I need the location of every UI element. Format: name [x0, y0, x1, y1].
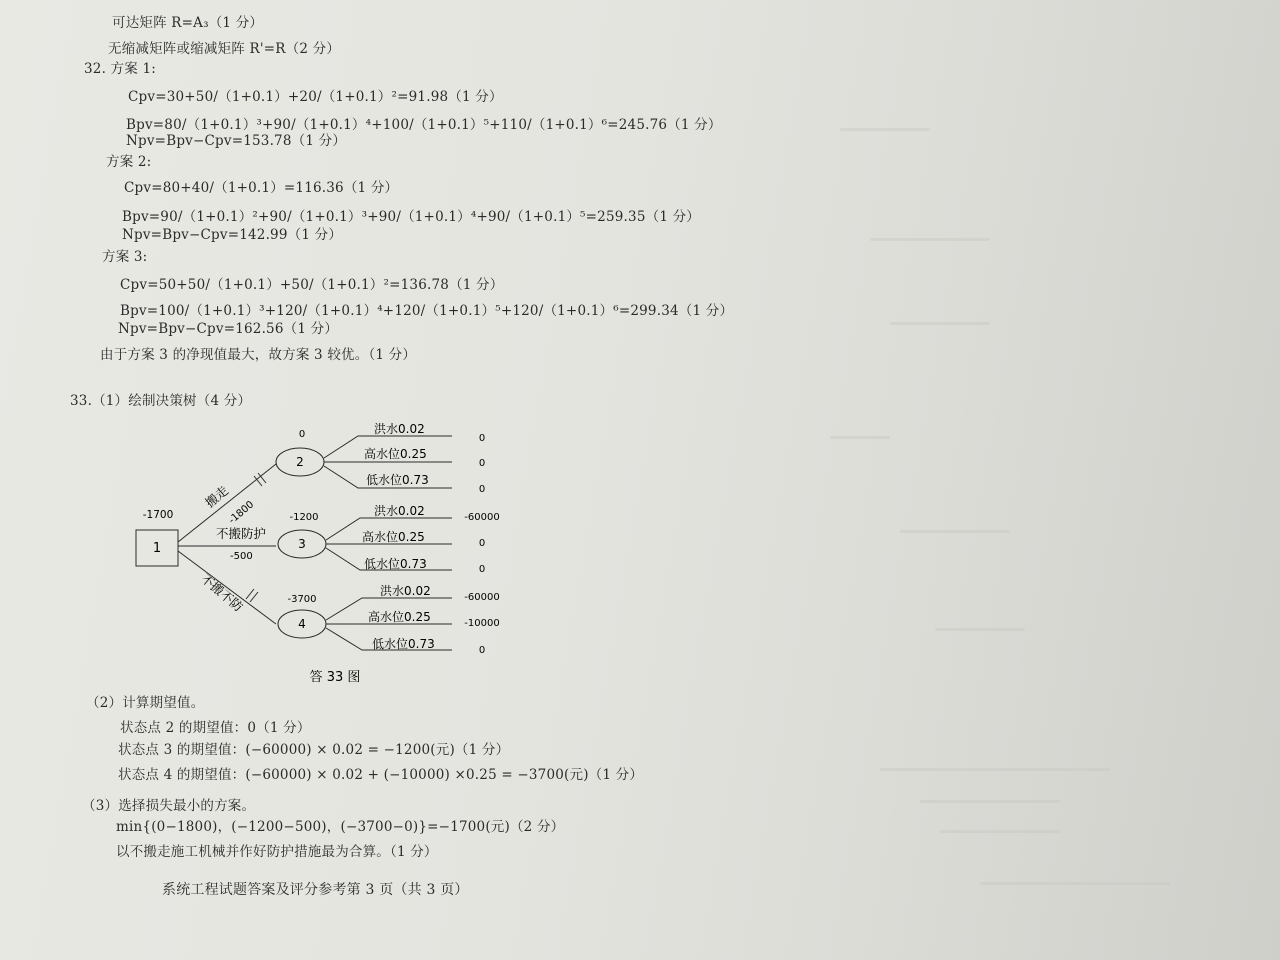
outcome-payoff: -60000	[464, 592, 500, 603]
q32-plan3-cpv: Cpv=50+50/（1+0.1）+50/（1+0.1）²=136.78（1 分）	[120, 277, 504, 293]
outcome-payoff: 0	[478, 484, 486, 495]
bleed-through-mark	[890, 322, 990, 325]
q32-plan1-bpv: Bpv=80/（1+0.1）³+90/（1+0.1）⁴+100/（1+0.1）⁵+110/（1+0.1）⁶=245.76（1 分）	[126, 117, 722, 133]
bleed-through-mark	[830, 436, 890, 439]
bleed-through-mark	[920, 800, 1060, 803]
q32-conclusion: 由于方案 3 的净现值最大，故方案 3 较优。（1 分）	[100, 347, 417, 363]
node-2-label: 2	[296, 455, 304, 469]
q33-part2-line3: 状态点 4 的期望值：(−60000) × 0.02 + (−10000) ×0.25 = −3700(元)（1 分）	[118, 767, 644, 783]
bleed-through-mark	[940, 830, 1060, 833]
q32-heading: 32. 方案 1:	[84, 61, 156, 77]
q33-part2-line1: 状态点 2 的期望值：0（1 分）	[120, 720, 311, 736]
bleed-through-mark	[900, 530, 1010, 533]
node-4-label: 4	[298, 617, 306, 631]
q33-part3-line2: 以不搬走施工机械并作好防护措施最为合算。（1 分）	[116, 844, 438, 860]
node-2-value: 0	[298, 429, 306, 440]
q32-plan2-label: 方案 2:	[106, 154, 152, 170]
outcome-payoff: 0	[478, 564, 486, 575]
q33-part2-line2: 状态点 3 的期望值：(−60000) × 0.02 = −1200(元)（1 分）	[118, 742, 510, 758]
q32-plan2-cpv: Cpv=80+40/（1+0.1）=116.36（1 分）	[124, 180, 399, 196]
q32-plan3-label: 方案 3:	[102, 249, 148, 265]
root-node-value: -1700	[142, 509, 174, 521]
outcome-label: 洪水0.02	[374, 422, 425, 436]
q32-plan3-npv: Npv=Bpv−Cpv=162.56（1 分）	[118, 321, 339, 337]
node-4-value: -3700	[287, 594, 317, 605]
q32-plan3-bpv: Bpv=100/（1+0.1）³+120/（1+0.1）⁴+120/（1+0.1）⁵+120/（1+0.1）⁶=299.34（1 分）	[120, 303, 734, 319]
branch-cost-move: -1800	[226, 499, 257, 527]
node-3-value: -1200	[289, 512, 319, 523]
outcome-payoff: 0	[478, 458, 486, 469]
bleed-through-mark	[980, 882, 1170, 885]
outcome-label: 低水位0.73	[364, 557, 427, 571]
branch-label-no-protect: 不搬不防	[198, 570, 247, 615]
diagram-caption: 答 33 图	[309, 670, 361, 685]
outcome-payoff: -60000	[464, 512, 500, 523]
q32-plan2-bpv: Bpv=90/（1+0.1）²+90/（1+0.1）³+90/（1+0.1）⁴+90/（1+0.1）⁵=259.35（1 分）	[122, 209, 700, 225]
outcome-payoff: 0	[478, 538, 486, 549]
decision-tree-diagram	[130, 418, 650, 688]
outcome-payoff: 0	[478, 645, 486, 656]
q33-part2-heading: （2）计算期望值。	[86, 695, 205, 711]
outcome-label: 低水位0.73	[372, 637, 435, 651]
root-node-label: 1	[152, 541, 162, 556]
bleed-through-mark	[935, 628, 1025, 631]
branch-label-move: 搬走	[202, 482, 232, 511]
q32-plan1-cpv: Cpv=30+50/（1+0.1）+20/（1+0.1）²=91.98（1 分）	[128, 89, 503, 105]
q33-part3-line1: min{(0−1800)，(−1200−500)，(−3700−0)}=−1700(元)（2 分）	[116, 819, 565, 835]
outcome-label: 洪水0.02	[380, 584, 431, 598]
outcome-payoff: 0	[478, 433, 486, 444]
outcome-label: 高水位0.25	[364, 447, 427, 461]
node-3-label: 3	[298, 537, 306, 551]
q32-plan2-npv: Npv=Bpv−Cpv=142.99（1 分）	[122, 227, 343, 243]
outcome-label: 低水位0.73	[366, 473, 429, 487]
page-footer: 系统工程试题答案及评分参考第 3 页（共 3 页）	[162, 882, 469, 898]
outcome-label: 洪水0.02	[374, 504, 425, 518]
bleed-through-mark	[840, 128, 930, 131]
branch-cost-protect: -500	[230, 551, 253, 562]
q32-plan1-npv: Npv=Bpv−Cpv=153.78（1 分）	[126, 133, 347, 149]
q33-part3-heading: （3）选择损失最小的方案。	[82, 798, 256, 814]
outcome-label: 高水位0.25	[368, 610, 431, 624]
reachability-line-2: 无缩减矩阵或缩减矩阵 R'=R（2 分）	[108, 41, 341, 57]
q33-heading: 33.（1）绘制决策树（4 分）	[70, 393, 252, 409]
outcome-payoff: -10000	[464, 618, 500, 629]
branch-label-protect: 不搬防护	[216, 526, 267, 541]
reachability-line-1: 可达矩阵 R=A₃（1 分）	[112, 15, 264, 31]
bleed-through-mark	[870, 238, 990, 241]
outcome-label: 高水位0.25	[362, 530, 425, 544]
bleed-through-mark	[880, 768, 1110, 771]
